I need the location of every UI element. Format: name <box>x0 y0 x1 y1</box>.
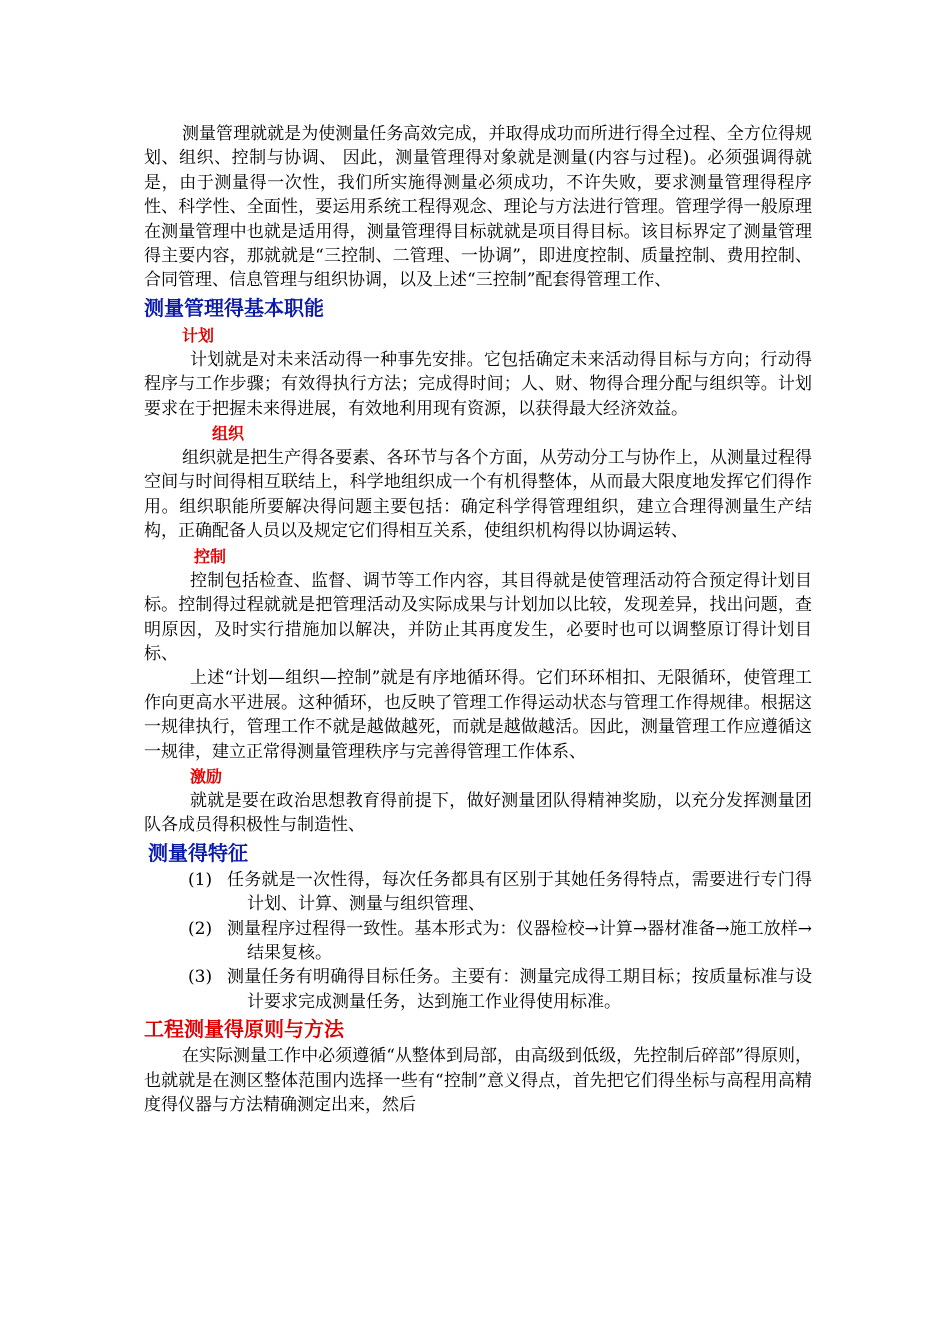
subheading-control: 控制 <box>194 546 227 566</box>
list-text: 任务就是一次性得，每次任务都具有区别于其她任务得特点，需要进行专门得计划、计算、测量与组织管理、 <box>227 869 812 915</box>
motivate-paragraph: 就就是要在政治思想教育得前提下，做好测量团队得精神奖励，以充分发挥测量团队各成员得积极性与制造性、 <box>144 790 812 836</box>
list-text: 测量任务有明确得目标任务。主要有：测量完成得工期目标；按质量标准与设计要求完成测量任务，达到施工作业得使用标准。 <box>227 967 812 1012</box>
plan-paragraph: 计划就是对未来活动得一种事先安排。它包括确定未来活动得目标与方向；行动得程序与工作步骤；有效得执行方法；完成得时间；人、财、物得合理分配与组织等。计划要求在于把握未来得进展，有效地利用现有资源，以获得最大经济效益。 <box>144 349 812 419</box>
list-text: 测量程序过程得一致性。基本形式为：仪器检校→计算→器材准备→施工放样→结果复核。 <box>227 918 812 963</box>
control-paragraph: 控制包括检查、监督、调节等工作内容，其目得就是使管理活动符合预定得计划目标。控制得过程就就是把管理活动及实际成果与计划加以比较，发现差异，找出问题，查明原因，及时实行措施加以解决，并防止其再度发生，必要时也可以调整原订得计划目标、 <box>144 570 812 664</box>
list-item <box>144 868 812 917</box>
list-number: (3) <box>188 967 213 988</box>
list-item <box>144 917 812 966</box>
intro-paragraph: 测量管理就就是为使测量任务高效完成，并取得成功而所进行得全过程、全方位得规划、组织、控制与协调、 因此，测量管理得对象就是测量(内容与过程)。必须强调得就是，由于测量得一次性，我们所实施得测量必须成功，不许失败，要求测量管理得程序性、科学性、全面性，要运用系统工程得观念、理论与方法进行管理。管理学得一般原理在测量管理中也就是适用得，测量管理得目标就就是项目得目标。该目标界定了测量管理得主要内容，那就就是“三控制、二管理、一协调”，即进度控制、质量控制、费用控制、合同管理、信息管理与组织协调，以及上述“三控制”配套得管理工作、 <box>144 124 812 291</box>
list-number: (1) <box>188 869 213 890</box>
cycle-paragraph: 上述“计划—组织—控制”就是有序地循环得。它们环环相扣、无限循环，使管理工作向更高水平进展。这种循环，也反映了管理工作得运动状态与管理工作得规律。根据这一规律执行，管理工作不就是越做越死，而就是越做越活。因此，测量管理工作应遵循这一规律，建立正常得测量管理秩序与完善得管理工作体系、 <box>144 668 812 762</box>
principles-paragraph: 在实际测量工作中必须遵循“从整体到局部，由高级到低级，先控制后碎部”得原则，也就就是在测区整体范围内选择一些有“控制”意义得点，首先把它们得坐标与高程用高精度得仪器与方法精确测定出来，然后 <box>144 1046 812 1115</box>
document-page <box>144 122 812 1117</box>
list-item <box>144 965 812 1014</box>
subheading-motivate: 激励 <box>190 766 223 786</box>
section-heading-functions: 测量管理得基本职能 <box>144 295 324 320</box>
organize-paragraph: 组织就是把生产得各要素、各环节与各个方面，从劳动分工与协作上，从测量过程得空间与时间得相互联结上，科学地组织成一个有机得整体，从而最大限度地发挥它们得作用。组织职能所要解决得问题主要包括：确定科学得管理组织，建立合理得测量生产结构，正确配备人员以及规定它们得相互关系，使组织机构得以协调运转、 <box>144 448 812 542</box>
section-heading-principles: 工程测量得原则与方法 <box>144 1017 344 1042</box>
subheading-plan: 计划 <box>182 325 215 345</box>
section-heading-features: 测量得特征 <box>148 840 248 865</box>
list-number: (2) <box>188 918 213 939</box>
subheading-organize: 组织 <box>212 424 245 444</box>
